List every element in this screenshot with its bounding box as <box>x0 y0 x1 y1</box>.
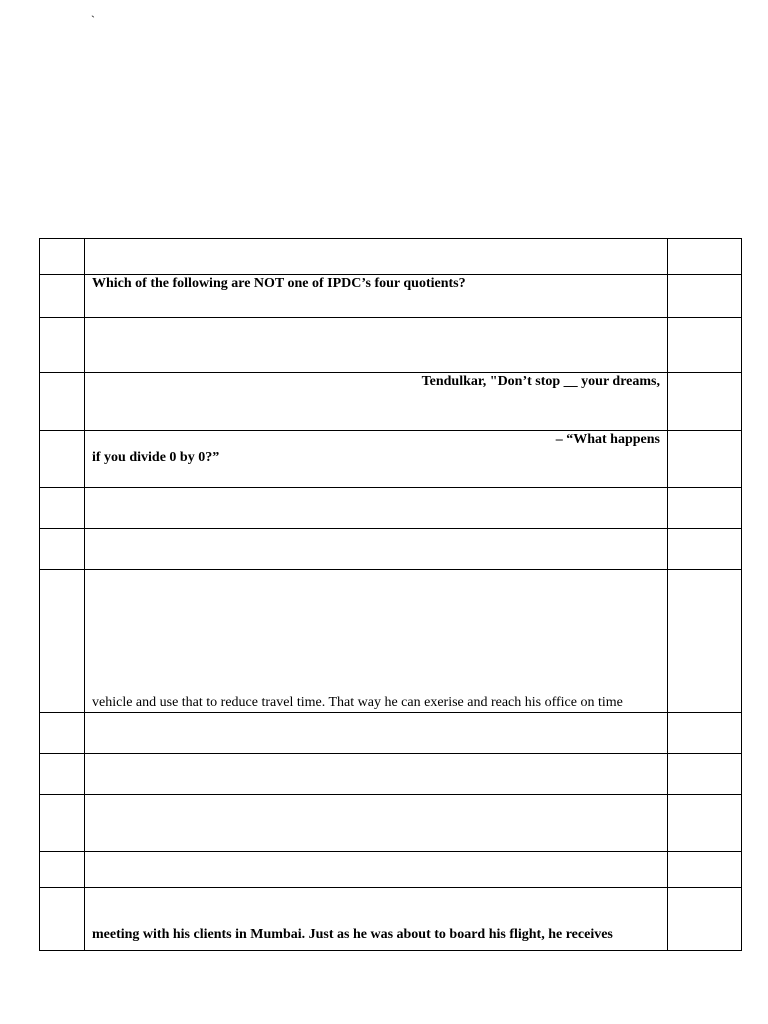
number-cell <box>40 318 85 373</box>
table-row <box>40 852 742 888</box>
marks-cell <box>668 795 742 852</box>
question-cell <box>85 275 668 318</box>
table-row <box>40 754 742 795</box>
question-cell <box>85 239 668 275</box>
marks-cell <box>668 852 742 888</box>
question-cell <box>85 488 668 529</box>
number-cell <box>40 713 85 754</box>
number-cell <box>40 888 85 951</box>
number-cell <box>40 570 85 713</box>
number-cell <box>40 529 85 570</box>
table-row <box>40 888 742 951</box>
question-cell <box>85 318 668 373</box>
marks-cell <box>668 239 742 275</box>
marks-cell <box>668 529 742 570</box>
question-text: vehicle and use that to reduce travel time. That way he can exerise and reach his office on time <box>92 695 623 710</box>
table-row <box>40 529 742 570</box>
table-row <box>40 373 742 431</box>
question-text: meeting with his clients in Mumbai. Just as he was about to board his flight, he receives <box>92 927 613 942</box>
marks-cell <box>668 488 742 529</box>
table-row <box>40 275 742 318</box>
number-cell <box>40 754 85 795</box>
question-table <box>39 238 742 951</box>
number-cell <box>40 852 85 888</box>
marks-cell <box>668 570 742 713</box>
stray-mark: ` <box>91 13 95 27</box>
table-row <box>40 431 742 488</box>
marks-cell <box>668 713 742 754</box>
number-cell <box>40 795 85 852</box>
table-row <box>40 488 742 529</box>
question-cell <box>85 852 668 888</box>
question-cell <box>85 754 668 795</box>
question-cell <box>85 431 668 488</box>
marks-cell <box>668 373 742 431</box>
question-cell <box>85 888 668 951</box>
table-row <box>40 239 742 275</box>
question-text: Tendulkar, "Don’t stop __ your dreams, <box>421 374 660 389</box>
marks-cell <box>668 275 742 318</box>
question-cell <box>85 795 668 852</box>
question-text: Which of the following are NOT one of IPDC’s four quotients? <box>92 276 466 291</box>
table-row <box>40 570 742 713</box>
question-text-line-2: if you divide 0 by 0?” <box>92 450 220 465</box>
number-cell <box>40 431 85 488</box>
number-cell <box>40 239 85 275</box>
marks-cell <box>668 888 742 951</box>
number-cell <box>40 488 85 529</box>
marks-cell <box>668 431 742 488</box>
number-cell <box>40 275 85 318</box>
number-cell <box>40 373 85 431</box>
question-text-line-1: – “What happens <box>555 432 660 447</box>
question-cell <box>85 373 668 431</box>
table-row <box>40 318 742 373</box>
table-row <box>40 713 742 754</box>
marks-cell <box>668 318 742 373</box>
question-cell <box>85 713 668 754</box>
marks-cell <box>668 754 742 795</box>
question-cell <box>85 529 668 570</box>
question-cell <box>85 570 668 713</box>
table-row <box>40 795 742 852</box>
